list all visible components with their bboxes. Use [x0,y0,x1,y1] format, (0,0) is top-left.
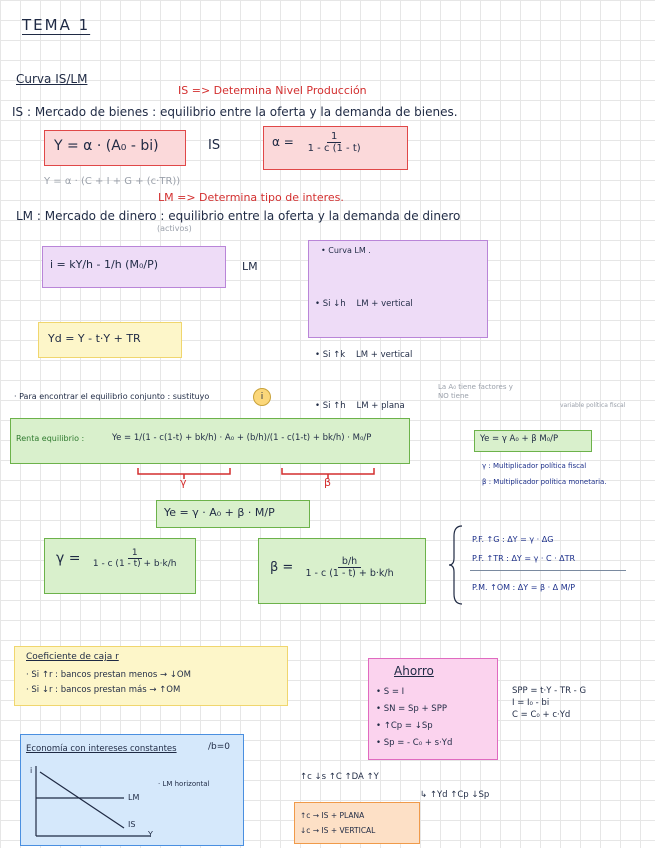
is-expansion: Y = α · (C + I + G + (c·TR)) [44,176,181,187]
ahorro-item: • Sp = - C₀ + s·Yd [376,738,453,748]
circle-i: i [253,388,271,406]
ahorro-item: • S = I [376,687,405,697]
ahorro-title: Ahorro [394,664,434,678]
yd-formula: Yd = Y - t·Y + TR [48,332,141,345]
graph-axis-i: i [30,766,33,775]
orange-list [300,808,375,838]
beta-definition: β : Multiplicador política monetaria. [482,478,607,486]
economia-condition-text: b=0 [211,742,231,752]
policy-fiscal-g: P.F. ↑G : ΔY = γ · ΔG [472,535,554,544]
is-note: IS => Determina Nivel Producción [178,84,367,97]
policy-list [472,530,575,597]
economia-condition: /b=0 [208,742,231,752]
chain-line2: ↳ ↑Yd ↑Cp ↓Sp [420,790,490,800]
page-title: TEMA 1 [22,16,91,34]
graph-axis-y: Y [148,830,153,839]
orange-item: ↓c → IS + VERTICAL [300,826,376,835]
lm-activos: (activos) [157,224,192,233]
lm-curve-title: • Curva LM . [321,246,371,255]
gamma-numerator: 1 [128,548,142,559]
big-brace-icon [448,524,464,606]
caja-title: Coeficiente de caja r [26,652,119,662]
gamma-lhs: γ = [56,550,81,567]
ahorro-item: • SN = Sp + SPP [376,704,447,714]
brace-gamma-label: γ [180,476,187,489]
ahorro-list [376,684,452,752]
alpha-lhs: α = [272,135,294,149]
beta-numerator: b/h [338,556,361,568]
beta-denominator: 1 - c (1 - t) + b·k/h [305,568,394,579]
orange-item: ↑c → IS + PLANA [300,811,365,820]
lm-curve-item: • Si ↓h LM + vertical [315,299,413,309]
alpha-numerator: 1 [327,131,341,143]
ahorro-item: • ↑Cp = ↓Sp [376,721,433,731]
lm-curve-item: • Si ↑h LM + plana [315,401,405,411]
note-a0: La A₀ tiene factores y NO tiene [438,383,513,400]
gamma-denominator: 1 - c (1 - t) + b·k/h [92,559,177,569]
equilibrium-label: Renta equilibrio : [16,434,85,443]
lm-curve-item: • Si ↑k LM + vertical [315,350,413,360]
policy-monetary: P.M. ↑OM : ΔY = β · Δ M/P [472,583,576,592]
beta-formula [270,556,398,579]
policy-fiscal-tr: P.F. ↑TR : ΔY = γ · C · ΔTR [472,554,576,563]
alpha-denominator: 1 - c (1 - t) [307,143,361,154]
note-policy: variable política fiscal [560,402,626,409]
ye-center-formula: Ye = γ · A₀ + β · M/P [164,506,275,519]
brace-beta-label: β [324,476,332,489]
ahorro-right-item: C = C₀ + c·Yd [512,710,571,720]
lm-note: LM => Determina tipo de interes. [158,191,344,204]
section-title: Curva IS/LM [16,72,88,86]
chain-line2-text: ↑Yd ↑Cp ↓Sp [429,790,490,800]
ahorro-right-list [512,685,586,721]
caja-item: · Si ↑r : bancos prestan menos → ↓OM [26,670,191,680]
is-formula-tag: IS [208,138,221,153]
joint-intro: · Para encontrar el equilibrio conjunto : sustituyo [14,392,210,401]
graph-lm-label: LM [128,793,140,802]
ye-right-formula: Ye = γ A₀ + β M₀/P [480,434,559,444]
lm-formula-tag: LM [242,260,258,273]
graph-is-label: IS [128,820,136,829]
economia-lm-note: · LM horizontal [158,780,210,788]
is-formula: Y = α · (A₀ - bi) [54,138,159,154]
equilibrium-formula: Ye = 1/(1 - c(1-t) + bk/h) · A₀ + (b/h)/(1 - c(1-t) + bk/h) · M₀/P [112,433,372,443]
economia-title: Economía con intereses constantes [26,744,177,754]
beta-lhs: β = [270,560,294,575]
alpha-formula [272,131,365,154]
ahorro-right-item: SPP = t·Y - TR - G [512,686,587,696]
policy-divider [470,570,626,571]
ahorro-right-item: I = I₀ - bi [512,698,550,708]
lm-formula: i = kY/h - 1/h (M₀/P) [50,258,158,271]
caja-item: · Si ↓r : bancos prestan más → ↑OM [26,685,181,695]
is-lm-graph [26,764,156,842]
gamma-definition: γ : Multiplicador política fiscal [482,462,587,470]
lm-definition: LM : Mercado de dinero : equilibrio entre la oferta y la demanda de dinero [16,209,461,223]
chain-line1: ↑c ↓s ↑C ↑DA ↑Y [300,772,379,782]
gamma-formula [56,548,180,569]
caja-list [26,668,191,698]
is-definition: IS : Mercado de bienes : equilibrio entre la oferta y la demanda de bienes. [12,105,458,119]
